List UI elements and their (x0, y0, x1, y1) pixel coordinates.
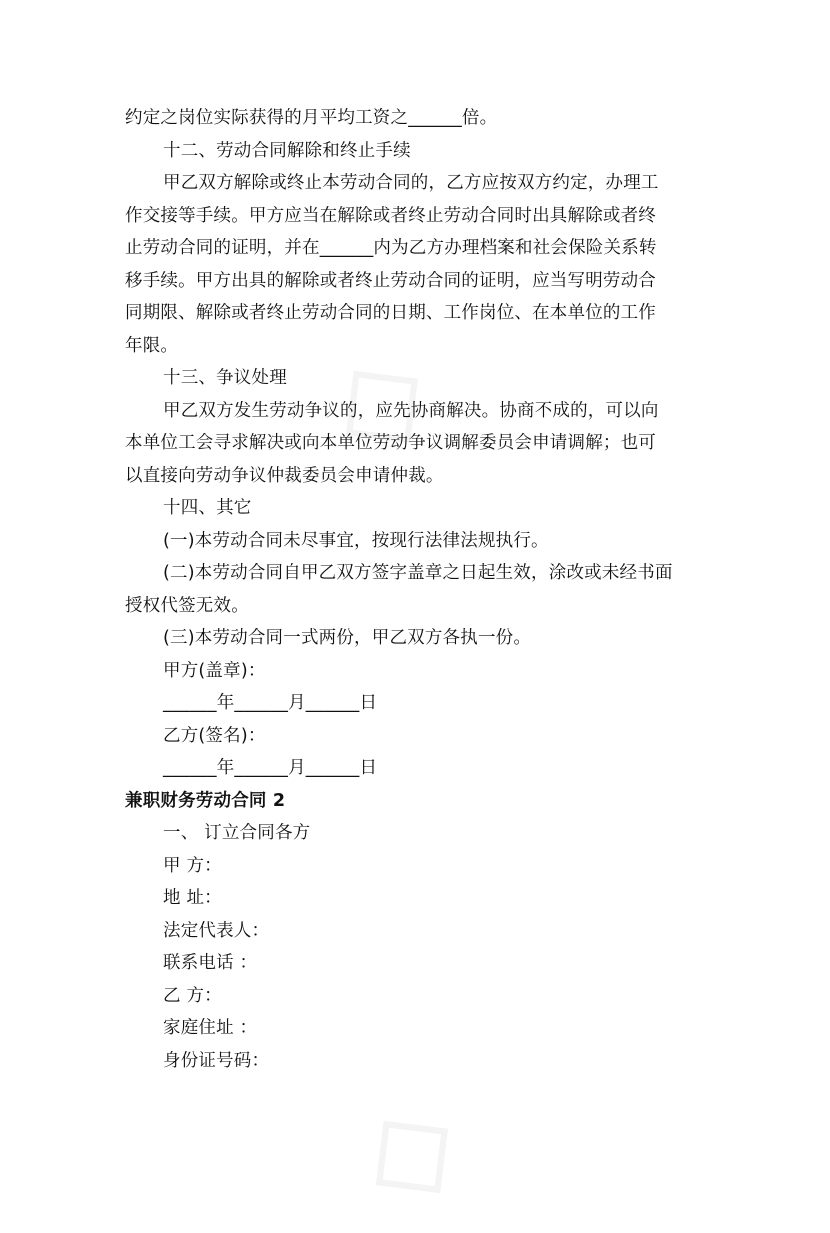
field-label-home-address: 家庭住址 ： (163, 1018, 258, 1038)
date-line: ______年______月______日 (163, 758, 378, 778)
section-heading-1: 一、 订立合同各方 (163, 823, 311, 843)
text-line: (一)本劳动合同未尽事宜，按现行法律法规执行。 (163, 530, 549, 551)
text-line: 本单位工会寻求解决或向本单位劳动争议调解委员会申请调解；也可 (125, 433, 656, 453)
text-line: 以直接向劳动争议仲裁委员会申请仲裁。 (125, 465, 444, 486)
party-a-seal-label: 甲方(盖章)： (163, 660, 266, 681)
date-line: ______年______月______日 (163, 693, 378, 713)
party-b-signature-label: 乙方(签名)： (163, 725, 266, 746)
field-label-address: 地 址： (163, 888, 222, 908)
section-heading-14: 十四、其它 (163, 498, 252, 518)
field-label-party-b: 乙 方： (163, 985, 222, 1006)
text-line: 移手续。甲方出具的解除或者终止劳动合同的证明，应当写明劳动合 (125, 270, 656, 291)
text-line: 甲乙双方解除或终止本劳动合同的，乙方应按双方约定，办理工 (163, 173, 659, 193)
watermark (327, 1066, 485, 1232)
text-line: 作交接等手续。甲方应当在解除或者终止劳动合同时出具解除或者终 (125, 205, 656, 226)
text-line: 年限。 (125, 335, 179, 356)
text-line: 同期限、解除或者终止劳动合同的日期、工作岗位、在本单位的工作 (125, 303, 656, 323)
text-line: 止劳动合同的证明，并在______内为乙方办理档案和社会保险关系转 (125, 238, 657, 258)
section-heading-13: 十三、争议处理 (163, 368, 287, 388)
field-label-party-a: 甲 方： (163, 855, 222, 876)
field-label-id-number: 身份证号码： (163, 1050, 270, 1071)
document-title: 兼职财务劳动合同 2 (125, 790, 286, 811)
text-line: (三)本劳动合同一式两份，甲乙双方各执一份。 (163, 628, 532, 648)
text-line: 约定之岗位实际获得的月平均工资之______倍。 (125, 108, 498, 128)
text-line: 授权代签无效。 (125, 595, 249, 616)
section-heading-12: 十二、劳动合同解除和终止手续 (163, 140, 411, 161)
text-line: 甲乙双方发生劳动争议的，应先协商解决。协商不成的，可以向 (163, 400, 659, 421)
field-label-legal-representative: 法定代表人： (163, 920, 270, 941)
text-line: (二)本劳动合同自甲乙双方签字盖章之日起生效，涂改或未经书面 (163, 563, 673, 583)
field-label-phone: 联系电话 ： (163, 953, 258, 973)
